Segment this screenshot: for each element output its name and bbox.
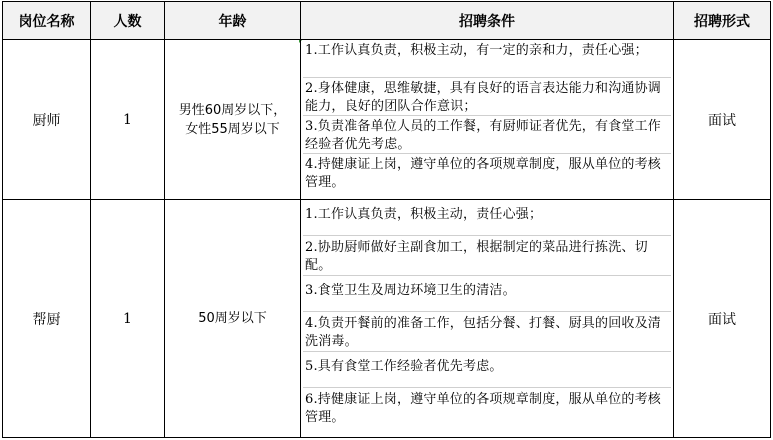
condition-item: 1.工作认真负责，积极主动，责任心强； xyxy=(303,200,671,236)
age-line: 男性60周岁以下， xyxy=(178,102,287,118)
position-cell: 帮厨 xyxy=(3,200,91,438)
header-conditions: 招聘条件 xyxy=(301,2,674,40)
table-row xyxy=(3,200,771,438)
table-row xyxy=(3,40,771,200)
age-cell xyxy=(165,40,301,200)
age-cell xyxy=(165,200,301,438)
header-method: 招聘形式 xyxy=(674,2,771,40)
age-line: 女性55周岁以下 xyxy=(185,121,280,137)
header-row xyxy=(3,2,771,40)
condition-item: 5.具有食堂工作经验者优先考虑。 xyxy=(303,352,671,388)
count-cell: 1 xyxy=(91,200,165,438)
method-cell: 面试 xyxy=(674,200,771,438)
condition-item: 2.协助厨师做好主副食加工，根据制定的菜品进行拣洗、切配。 xyxy=(303,236,671,276)
condition-item: 4.负责开餐前的准备工作，包括分餐、打餐、厨具的回收及清洗消毒。 xyxy=(303,312,671,352)
position-cell: 厨师 xyxy=(3,40,91,200)
condition-item: 2.身体健康，思维敏捷，具有良好的语言表达能力和沟通协调能力，良好的团队合作意识； xyxy=(303,78,671,116)
condition-item: 3.负责准备单位人员的工作餐，有厨师证者优先，有食堂工作经验者优先考虑。 xyxy=(303,116,671,154)
condition-item: 1.工作认真负责，积极主动，有一定的亲和力，责任心强； xyxy=(303,40,671,78)
header-position: 岗位名称 xyxy=(3,2,91,40)
age-line: 50周岁以下 xyxy=(198,311,267,326)
recruitment-table xyxy=(2,1,771,438)
count-cell: 1 xyxy=(91,40,165,200)
conditions-cell xyxy=(301,200,674,438)
header-age: 年龄 xyxy=(165,2,301,40)
method-cell: 面试 xyxy=(674,40,771,200)
condition-item: 6.持健康证上岗，遵守单位的各项规章制度，服从单位的考核管理。 xyxy=(305,392,662,425)
condition-item: 3.食堂卫生及周边环境卫生的清洁。 xyxy=(303,276,671,312)
conditions-cell xyxy=(301,40,674,200)
header-count: 人数 xyxy=(91,2,165,40)
condition-item: 4.持健康证上岗，遵守单位的各项规章制度，服从单位的考核管理。 xyxy=(305,157,662,190)
